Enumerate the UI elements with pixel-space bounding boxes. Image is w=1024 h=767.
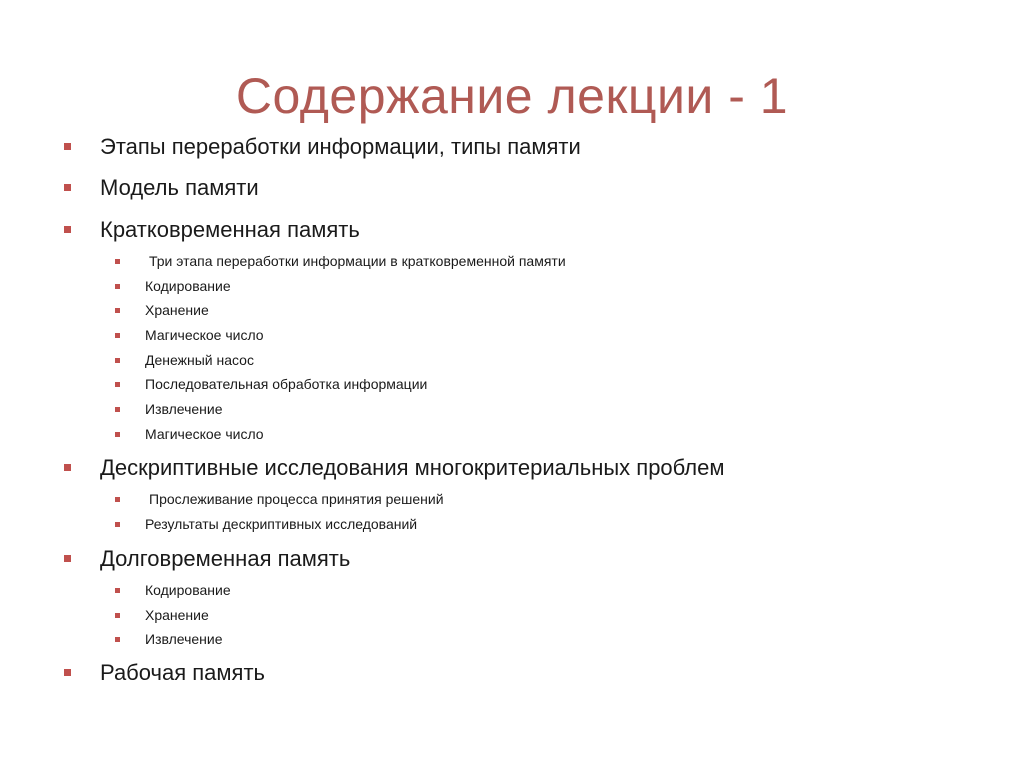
sub-list-item	[145, 514, 417, 534]
list-item-text: Кратковременная память	[100, 217, 360, 242]
sub-list-item-text: Хранение	[145, 302, 209, 318]
list-item-text: Долговременная память	[100, 546, 351, 571]
square-bullet-icon	[64, 226, 71, 233]
square-bullet-icon	[115, 308, 120, 313]
slide-title: Содержание лекции - 1	[235, 68, 789, 124]
sub-list-item-text: Кодирование	[145, 582, 231, 598]
sub-list-item	[145, 399, 223, 419]
sub-list-item-text: Извлечение	[145, 401, 223, 417]
square-bullet-icon	[115, 497, 120, 502]
square-bullet-icon	[115, 333, 120, 338]
list-item-text: Этапы переработки информации, типы памяти	[100, 134, 581, 159]
sub-list-item	[145, 251, 566, 271]
square-bullet-icon	[64, 184, 71, 191]
list-item	[100, 133, 581, 161]
sub-list-item-text: Прослеживание процесса принятия решений	[149, 491, 444, 507]
list-item	[100, 174, 259, 202]
list-item-text: Модель памяти	[100, 175, 259, 200]
square-bullet-icon	[64, 669, 71, 676]
sub-list-item	[145, 276, 231, 296]
square-bullet-icon	[115, 588, 120, 593]
sub-list-item-text: Магическое число	[145, 426, 264, 442]
sub-list-item	[145, 350, 254, 370]
square-bullet-icon	[115, 407, 120, 412]
square-bullet-icon	[115, 382, 120, 387]
square-bullet-icon	[115, 522, 120, 527]
square-bullet-icon	[64, 464, 71, 471]
square-bullet-icon	[64, 143, 71, 150]
list-item	[100, 454, 724, 482]
square-bullet-icon	[115, 284, 120, 289]
square-bullet-icon	[115, 613, 120, 618]
square-bullet-icon	[115, 358, 120, 363]
list-item	[100, 216, 360, 244]
sub-list-item	[145, 629, 223, 649]
sub-list-item	[145, 580, 231, 600]
sub-list-item-text: Магическое число	[145, 327, 264, 343]
square-bullet-icon	[115, 637, 120, 642]
sub-list-item-text: Извлечение	[145, 631, 223, 647]
sub-list-item	[145, 374, 427, 394]
square-bullet-icon	[64, 555, 71, 562]
sub-list-item	[145, 325, 264, 345]
sub-list-item-text: Последовательная обработка информации	[145, 376, 428, 392]
list-item-text: Рабочая память	[100, 660, 265, 685]
sub-list-item-text: Результаты дескриптивных исследований	[145, 516, 418, 532]
sub-list-item-text: Кодирование	[145, 278, 231, 294]
sub-list-item	[145, 424, 264, 444]
list-item	[100, 659, 265, 687]
sub-list-item-text: Хранение	[145, 607, 209, 623]
sub-list-item	[145, 489, 444, 509]
sub-list-item	[145, 300, 209, 320]
sub-list-item-text: Три этапа переработки информации в кратковременной памяти	[149, 253, 566, 269]
list-item-text: Дескриптивные исследования многокритериальных проблем	[100, 455, 725, 480]
sub-list-item-text: Денежный насос	[145, 352, 254, 368]
square-bullet-icon	[115, 432, 120, 437]
square-bullet-icon	[115, 259, 120, 264]
sub-list-item	[145, 605, 209, 625]
list-item	[100, 545, 350, 573]
